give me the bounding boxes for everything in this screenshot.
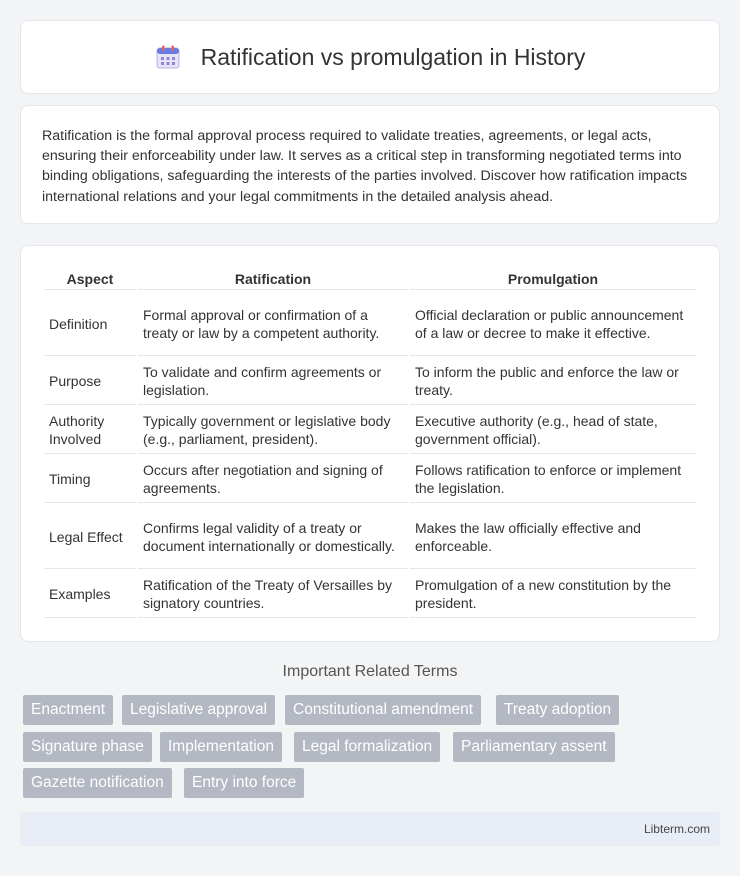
row-ratification: To validate and confirm agreements or legislation. <box>138 358 408 405</box>
row-promulgation: Executive authority (e.g., head of state, government official). <box>410 407 696 454</box>
tag-legislative-approval[interactable]: Legislative approval <box>122 695 275 725</box>
tag-signature-phase[interactable]: Signature phase <box>23 732 152 762</box>
header-ratification: Ratification <box>138 268 408 290</box>
row-aspect: Timing <box>44 456 136 503</box>
header-aspect: Aspect <box>44 268 136 290</box>
calendar-icon <box>155 44 181 70</box>
tag-legal-formalization[interactable]: Legal formalization <box>294 732 440 762</box>
tag-treaty-adoption[interactable]: Treaty adoption <box>496 695 619 725</box>
row-ratification: Typically government or legislative body (e.g., parliament, president). <box>138 407 408 454</box>
row-aspect: Definition <box>44 292 136 356</box>
header-promulgation: Promulgation <box>410 268 696 290</box>
row-ratification: Confirms legal validity of a treaty or document internationally or domestically. <box>138 505 408 569</box>
comparison-card <box>20 245 720 642</box>
row-aspect: Purpose <box>44 358 136 405</box>
table-row <box>44 358 696 405</box>
row-ratification: Occurs after negotiation and signing of agreements. <box>138 456 408 503</box>
table-row <box>44 407 696 454</box>
row-aspect: Authority Involved <box>44 407 136 454</box>
page-title: Ratification vs promulgation in History <box>200 43 586 70</box>
table-header-row <box>44 268 696 290</box>
tag-constitutional-amendment[interactable]: Constitutional amendment <box>285 695 481 725</box>
title-card <box>20 20 720 94</box>
row-promulgation: Official declaration or public announcement of a law or decree to make it effective. <box>410 292 696 356</box>
row-aspect: Legal Effect <box>44 505 136 569</box>
intro-text: Ratification is the formal approval process required to validate treaties, agreements, or legal acts, ensuring their enforceability under law. It serves as a critical step in transforming negotiated terms into binding obligations, safeguarding the interests of the parties involved. Discover how ratification impacts international relations and your legal commitments in the detailed analysis ahead. <box>42 128 688 205</box>
table-row <box>44 505 696 569</box>
footer <box>20 812 720 846</box>
tag-gazette-notification[interactable]: Gazette notification <box>23 768 172 798</box>
tag-enactment[interactable]: Enactment <box>23 695 113 725</box>
row-promulgation: To inform the public and enforce the law or treaty. <box>410 358 696 405</box>
table-row <box>44 292 696 356</box>
tag-entry-into-force[interactable]: Entry into force <box>184 768 304 798</box>
comparison-table <box>42 266 698 620</box>
footer-brand-link[interactable]: Libterm.com <box>643 822 710 836</box>
row-promulgation: Follows ratification to enforce or implement the legislation. <box>410 456 696 503</box>
row-promulgation: Makes the law officially effective and enforceable. <box>410 505 696 569</box>
tag-parliamentary-assent[interactable]: Parliamentary assent <box>453 732 615 762</box>
row-promulgation: Promulgation of a new constitution by the president. <box>410 571 696 618</box>
table-row <box>44 456 696 503</box>
row-aspect: Examples <box>44 571 136 618</box>
row-ratification: Ratification of the Treaty of Versailles by signatory countries. <box>138 571 408 618</box>
table-row <box>44 571 696 618</box>
intro-card <box>20 105 720 224</box>
tag-implementation[interactable]: Implementation <box>160 732 282 762</box>
row-ratification: Formal approval or confirmation of a treaty or law by a competent authority. <box>138 292 408 356</box>
related-terms-title: Important Related Terms <box>282 663 458 680</box>
